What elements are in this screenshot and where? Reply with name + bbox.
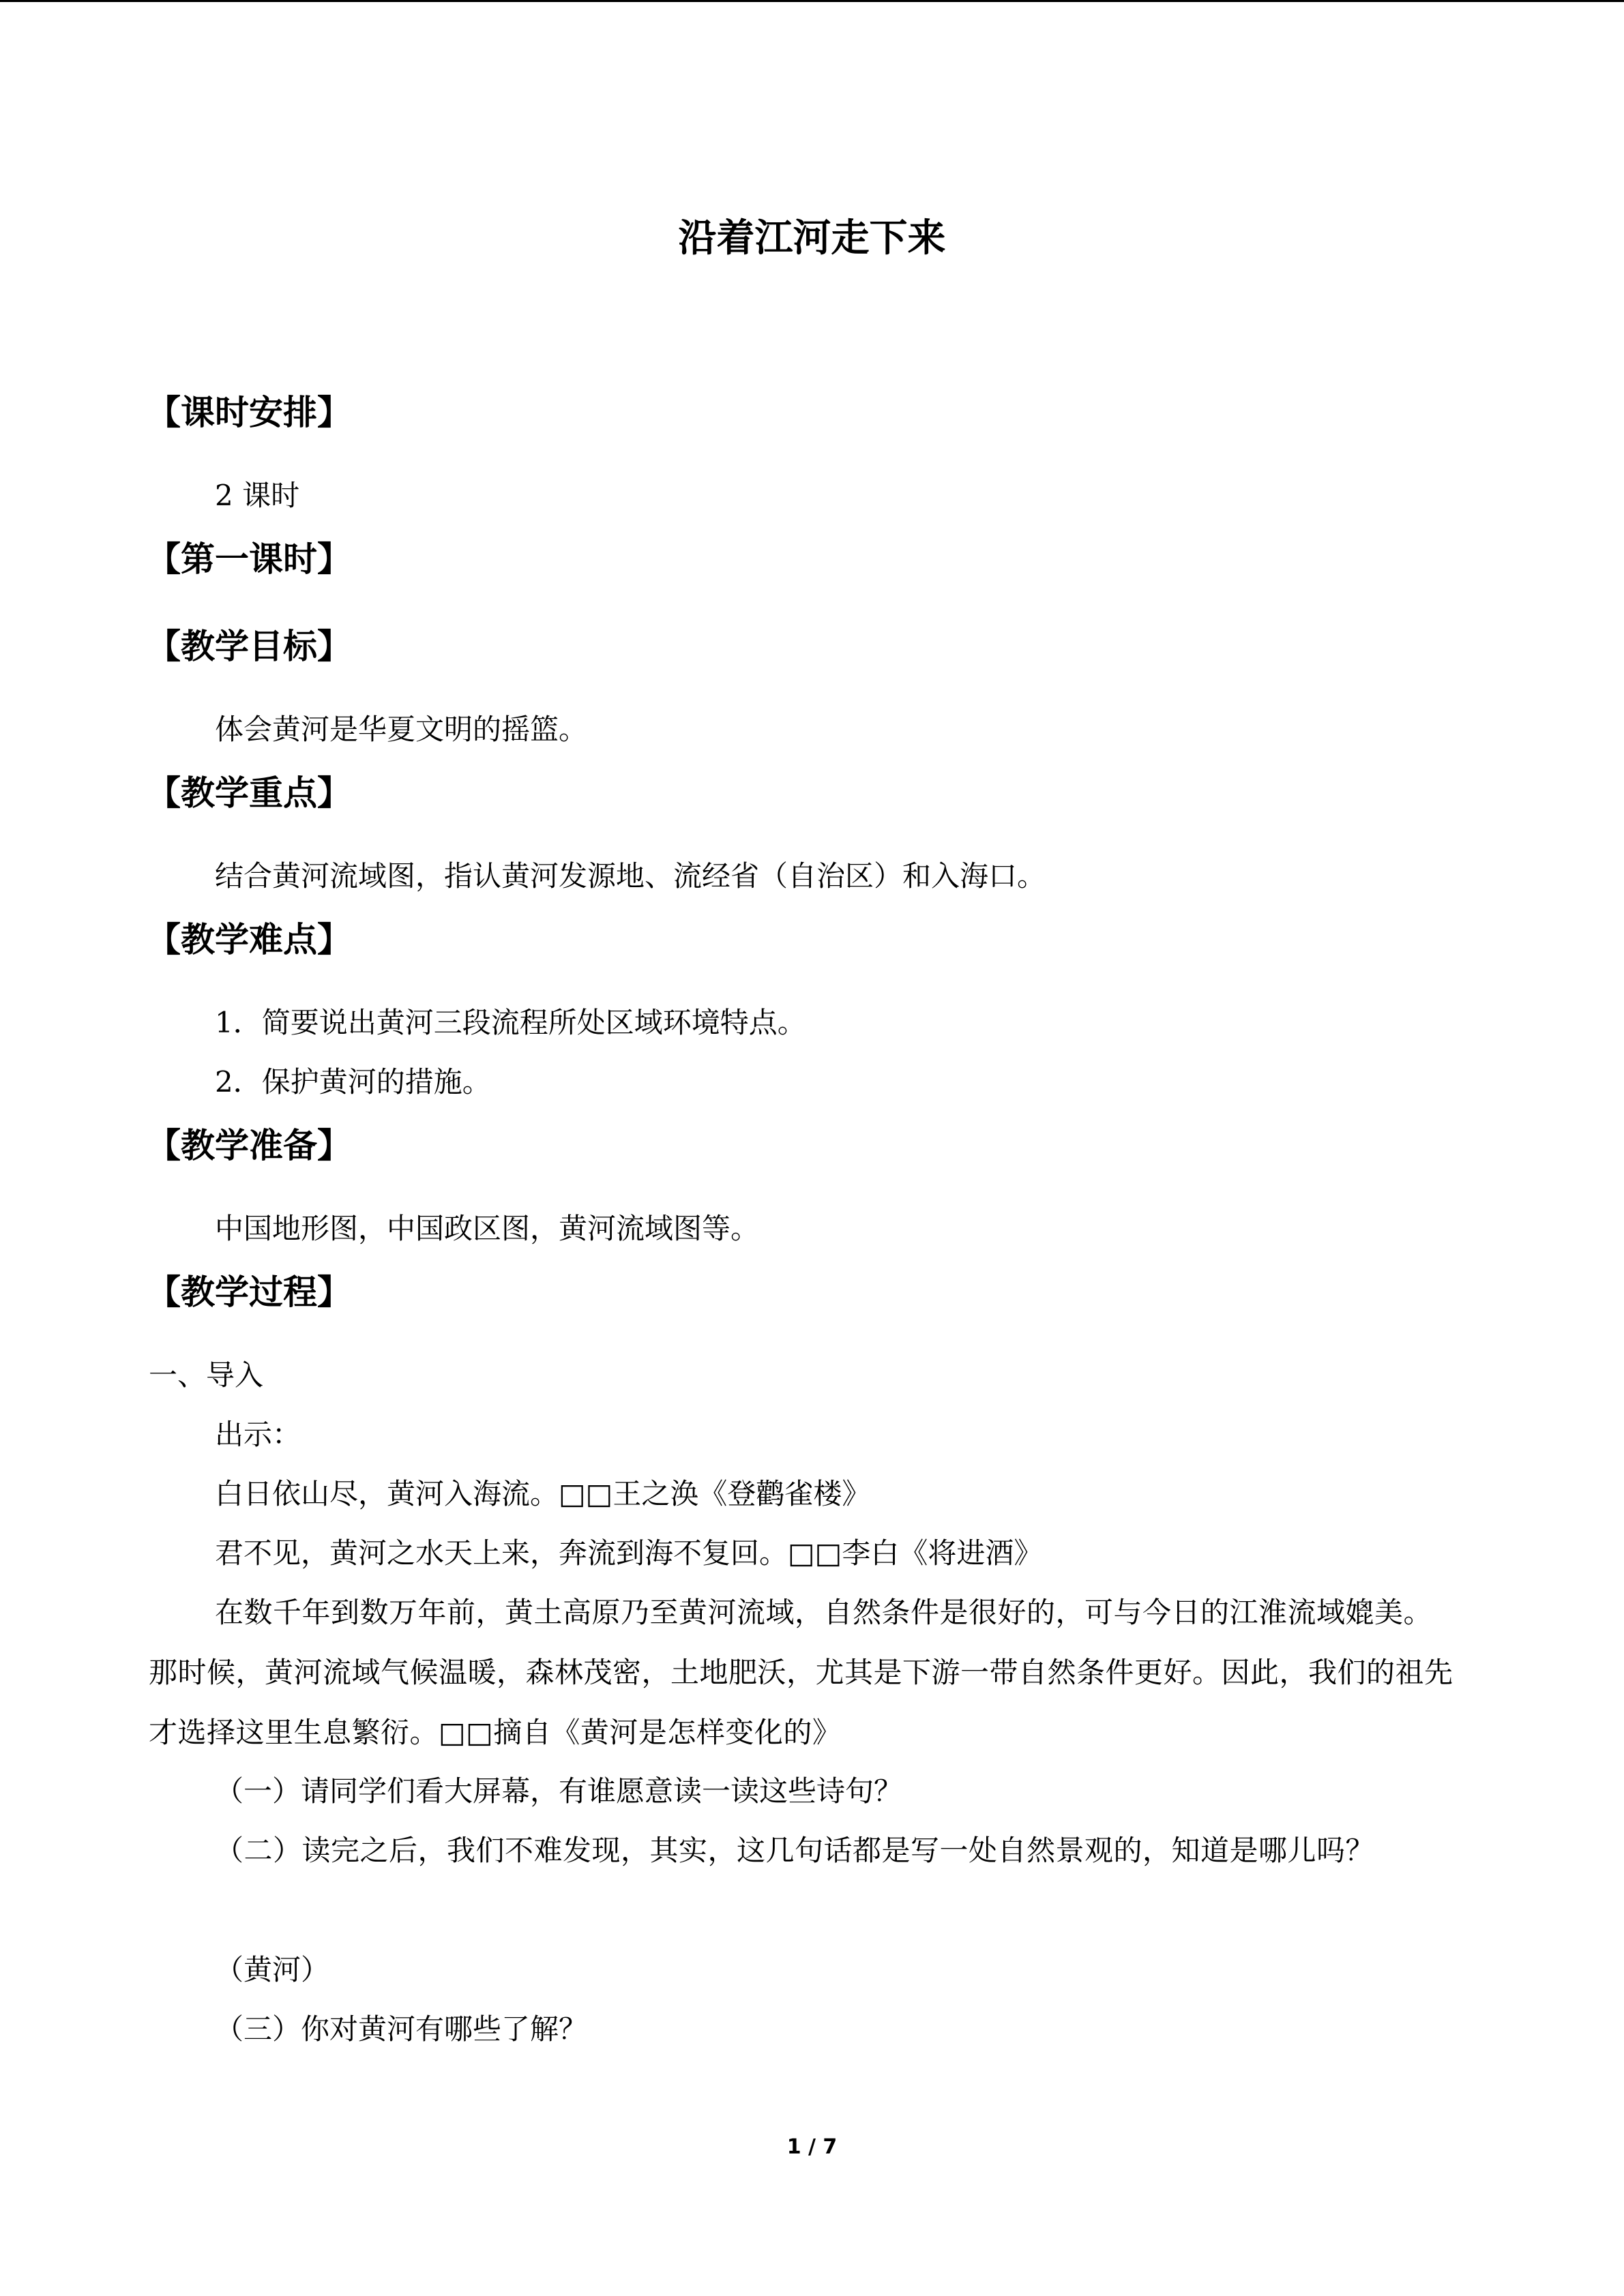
teaching-preparation-text: 中国地形图，中国政区图，黄河流域图等。 — [215, 1212, 760, 1245]
question-2: （二）读完之后，我们不难发现，其实，这几句话都是写一处自然景观的，知道是哪儿吗？ — [215, 1834, 1375, 1867]
question-3: （三）你对黄河有哪些了解？ — [215, 2012, 588, 2046]
heading-teaching-focus: 【教学重点】 — [147, 773, 351, 813]
heading-teaching-difficulty: 【教学难点】 — [147, 920, 351, 959]
difficulty-item-2: 2．保护黄河的措施。 — [215, 1065, 491, 1099]
teaching-goal-text: 体会黄河是华夏文明的摇篮。 — [215, 713, 588, 746]
answer-2: （黄河） — [215, 1953, 330, 1986]
document-title: 沿着江河走下来 — [678, 216, 946, 260]
intro-title: 一、导入 — [149, 1358, 264, 1392]
difficulty-item-1: 1．简要说出黄河三段流程所处区域环境特点。 — [215, 1006, 806, 1039]
heading-teaching-process: 【教学过程】 — [147, 1272, 351, 1312]
excerpt-paragraph: 在数千年到数万年前，黄土高原乃至黄河流域，自然条件是很好的，可与今日的江淮流域媲美。那时候，黄河流域气候温暖，森林茂密，土地肥沃，尤其是下游一带自然条件更好。因此，我们的祖先才选择这里生息繁衍。□□摘自《黄河是怎样变化的》 — [149, 1596, 1453, 1749]
heading-lesson-1: 【第一课时】 — [147, 539, 351, 579]
heading-schedule: 【课时安排】 — [147, 393, 351, 432]
show-label: 出示： — [215, 1418, 301, 1451]
question-1: （一）请同学们看大屏幕，有谁愿意读一读这些诗句？ — [215, 1774, 903, 1808]
heading-teaching-goal: 【教学目标】 — [147, 627, 351, 666]
poem-line-1: 白日依山尽，黄河入海流。□□王之涣《登鹳雀楼》 — [215, 1477, 871, 1510]
teaching-focus-text: 结合黄河流域图，指认黄河发源地、流经省（自治区）和入海口。 — [215, 859, 1046, 893]
poem-line-2: 君不见，黄河之水天上来，奔流到海不复回。□□李白《将进酒》 — [215, 1536, 1043, 1570]
page-number: 1 / 7 — [786, 2135, 838, 2159]
heading-teaching-preparation: 【教学准备】 — [147, 1126, 351, 1165]
top-border-line — [0, 0, 1624, 2]
schedule-text: 2 课时 — [215, 479, 300, 512]
